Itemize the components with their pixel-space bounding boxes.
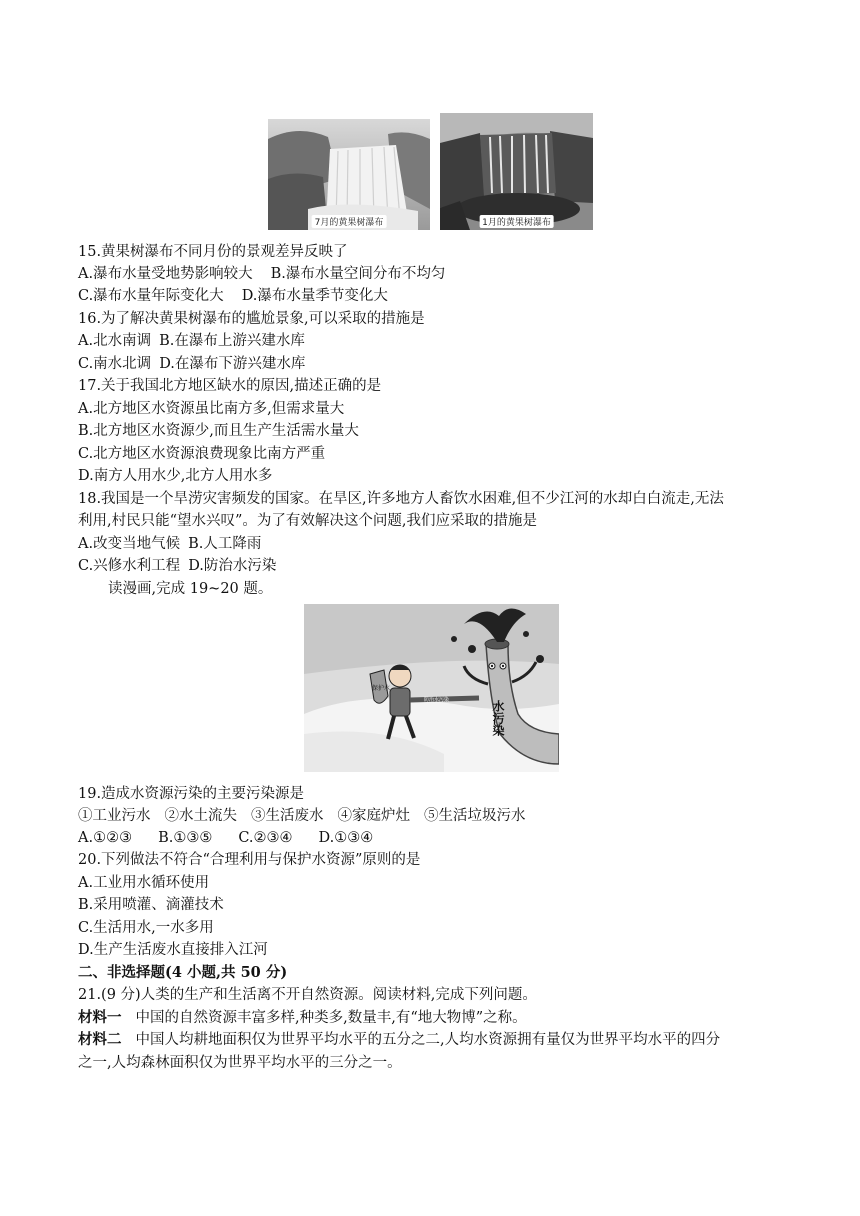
question-16-stem: 16.为了解决黄果树瀑布的尴尬景象,可以采取的措施是 [78,311,425,327]
shield-label: 保护水 [372,685,391,692]
option-16b: B.在瀑布上游兴建水库 [159,333,305,349]
option-17d: D.南方人用水少,北方人用水多 [78,468,273,484]
section-2-heading: 二、非选择题(4 小题,共 50 分) [78,964,288,981]
option-19b: B.①③⑤ [158,830,213,846]
option-19c: C.②③④ [238,830,293,846]
material-1-label: 材料一 [78,1009,122,1026]
question-16-options-cd [78,353,305,375]
cartoon-image [304,604,559,772]
option-18a: A.改变当地气候 [78,536,181,552]
option-18d: D.防治水污染 [188,558,277,574]
waterfall-image [440,113,593,230]
material-1 [78,1007,527,1029]
option-20d: D.生产生活废水直接排入江河 [78,942,268,958]
question-15-options-ab [78,263,445,285]
july-waterfall-photo [268,119,430,230]
sword-label: 防治水污染 [424,697,450,703]
question-15-stem: 15.黄果树瀑布不同月份的景观差异反映了 [78,244,348,260]
material-2-text-line2: 之一,人均森林面积仅为世界平均水平的三分之一。 [78,1055,402,1071]
option-19a: A.①②③ [78,830,133,846]
material-2 [78,1029,720,1051]
pipe-label: 水污染 [491,700,505,736]
option-19d: D.①③④ [318,830,374,846]
question-19-stem: 19.造成水资源污染的主要污染源是 [78,786,305,802]
question-18-options-ab [78,533,261,555]
option-17b: B.北方地区水资源少,而且生产生活需水量大 [78,423,359,439]
question-18-stem-line2: 利用,村民只能“望水兴叹”。为了有效解决这个问题,我们应采取的措施是 [78,513,538,529]
option-20c: C.生活用水,一水多用 [78,920,214,936]
option-20b: B.采用喷灌、滴灌技术 [78,897,224,913]
option-15a: A.瀑布水量受地势影响较大 [78,266,253,282]
question-19-options [78,827,373,849]
option-15c: C.瀑布水量年际变化大 [78,288,224,304]
item-19-2: ②水土流失 [164,808,237,824]
option-16a: A.北水南调 [78,333,152,349]
question-20-stem: 20.下列做法不符合“合理利用与保护水资源”原则的是 [78,852,421,868]
july-caption: 7月的黄果树瀑布 [312,215,387,228]
option-18c: C.兴修水利工程 [78,558,181,574]
january-caption: 1月的黄果树瀑布 [479,215,554,228]
waterfall-image [268,119,430,230]
question-16-options-ab [78,330,305,352]
question-19-items [78,805,526,827]
item-19-1: ①工业污水 [78,808,151,824]
january-waterfall-photo [440,113,593,230]
material-2-label: 材料二 [78,1031,122,1048]
item-19-3: ③生活废水 [251,808,324,824]
option-17a: A.北方地区水资源虽比南方多,但需求量大 [78,401,345,417]
option-20a: A.工业用水循环使用 [78,875,210,891]
question-18-stem-line1: 18.我国是一个旱涝灾害频发的国家。在旱区,许多地方人畜饮水困难,但不少江河的水却白白流走,无法 [78,491,724,507]
item-19-5: ⑤生活垃圾污水 [424,808,526,824]
question-18-options-cd [78,555,276,577]
question-15-options-cd [78,285,388,307]
option-16c: C.南水北调 [78,356,152,372]
item-19-4: ④家庭炉灶 [337,808,410,824]
material-1-text: 中国的自然资源丰富多样,种类多,数量丰,有“地大物博”之称。 [135,1010,527,1026]
option-18b: B.人工降雨 [188,536,262,552]
instruction-19-20: 读漫画,完成 19~20 题。 [108,581,273,597]
question-17-stem: 17.关于我国北方地区缺水的原因,描述正确的是 [78,378,382,394]
option-16d: D.在瀑布下游兴建水库 [159,356,306,372]
material-2-text-line1: 中国人均耕地面积仅为世界平均水平的五分之二,人均水资源拥有量仅为世界平均水平的四分 [135,1032,721,1048]
water-pollution-cartoon [304,604,559,772]
option-15b: B.瀑布水量空间分布不均匀 [270,266,446,282]
question-21-stem: 21.(9 分)人类的生产和生活离不开自然资源。阅读材料,完成下列问题。 [78,987,537,1003]
option-15d: D.瀑布水量季节变化大 [241,288,388,304]
option-17c: C.北方地区水资源浪费现象比南方严重 [78,446,326,462]
